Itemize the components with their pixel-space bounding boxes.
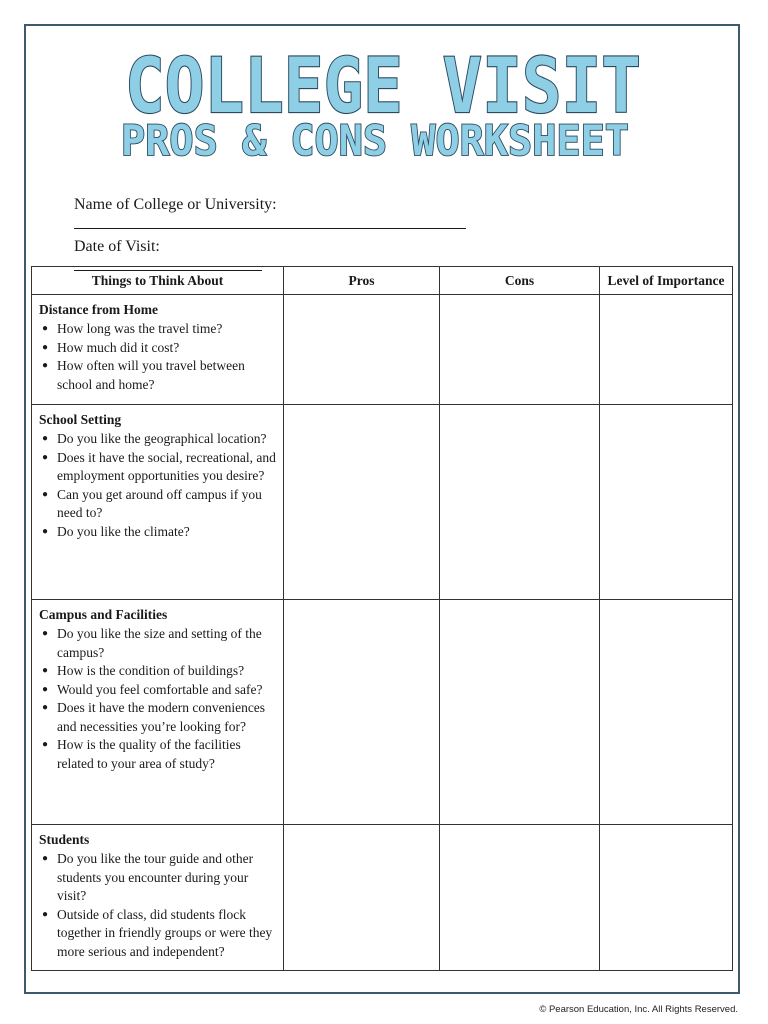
question-text: Does it have the modern conveniences and necessities you’re looking for? <box>57 700 266 734</box>
category-cell <box>32 295 284 405</box>
title-line-2: PROS & CONS WORKSHEET <box>121 116 629 165</box>
table-row <box>32 825 733 971</box>
category-cell <box>32 600 284 825</box>
question-item <box>39 357 277 394</box>
question-text: Would you feel comfortable and safe? <box>57 681 263 697</box>
bullet-icon: ● <box>42 323 49 334</box>
bullet-icon: ● <box>42 628 49 639</box>
cons-cell[interactable] <box>440 825 600 971</box>
header-pros: Pros <box>284 267 440 295</box>
bullet-icon: ● <box>42 525 49 537</box>
question-list <box>39 850 277 961</box>
question-text: How often will you travel between school and home? <box>57 358 245 392</box>
title-line-1: COLLEGE VISIT <box>125 41 641 130</box>
pros-cell[interactable] <box>284 295 440 405</box>
category-title: Students <box>39 832 90 847</box>
category-title: Distance from Home <box>39 302 158 317</box>
importance-cell[interactable] <box>600 405 733 600</box>
bullet-icon: ● <box>42 451 49 463</box>
question-item <box>39 699 277 736</box>
cons-cell[interactable] <box>440 295 600 405</box>
category-title: Campus and Facilities <box>39 607 168 622</box>
pros-cell[interactable] <box>284 405 440 600</box>
question-text: How is the quality of the facilities related to your area of study? <box>57 737 241 771</box>
question-text: Do you like the climate? <box>57 523 190 539</box>
bullet-icon: ● <box>42 433 49 444</box>
question-item <box>39 906 277 962</box>
table-row <box>32 295 733 405</box>
question-item <box>39 486 277 523</box>
bullet-icon: ● <box>42 702 49 713</box>
bullet-icon: ● <box>42 853 49 864</box>
table-row <box>32 405 733 600</box>
question-text: Do you like the geographical location? <box>57 431 267 446</box>
question-list <box>39 625 277 773</box>
question-item <box>39 449 277 486</box>
bullet-icon: ● <box>42 488 49 500</box>
category-title: School Setting <box>39 412 122 427</box>
college-name-label: Name of College or University: <box>74 196 277 213</box>
question-item <box>39 681 277 700</box>
question-text: How much did it cost? <box>57 339 180 355</box>
bullet-icon: ● <box>42 665 49 676</box>
bullet-icon: ● <box>42 341 49 353</box>
question-text: How is the condition of buildings? <box>57 663 245 678</box>
pros-cons-table <box>31 266 733 971</box>
question-list <box>39 430 277 541</box>
question-text: How long was the travel time? <box>57 321 223 336</box>
question-list <box>39 320 277 394</box>
category-cell <box>32 825 284 971</box>
question-text: Can you get around off campus if you need to? <box>57 486 262 520</box>
header-level-of-importance: Level of Importance <box>600 267 733 295</box>
question-item <box>39 430 277 449</box>
pros-cell[interactable] <box>284 600 440 825</box>
question-text: Outside of class, did students flock together in friendly groups or were they more serious and independent? <box>57 906 273 959</box>
visit-date-label: Date of Visit: <box>74 238 160 255</box>
cons-cell[interactable] <box>440 405 600 600</box>
question-item <box>39 662 277 681</box>
importance-cell[interactable] <box>600 825 733 971</box>
question-item <box>39 850 277 906</box>
bullet-icon: ● <box>42 739 49 750</box>
bullet-icon: ● <box>42 683 49 695</box>
category-cell <box>32 405 284 600</box>
question-text: Do you like the size and setting of the campus? <box>57 626 262 660</box>
question-item <box>39 736 277 773</box>
header-things-to-think-about: Things to Think About <box>32 267 284 295</box>
question-item <box>39 625 277 662</box>
worksheet-title <box>118 41 648 166</box>
question-item <box>39 523 277 542</box>
copyright-notice: © Pearson Education, Inc. All Rights Reserved. <box>539 1004 738 1015</box>
importance-cell[interactable] <box>600 295 733 405</box>
bullet-icon: ● <box>42 908 49 920</box>
table-body <box>32 295 733 971</box>
question-text: Do you like the tour guide and other students you encounter during your visit? <box>57 851 254 903</box>
importance-cell[interactable] <box>600 600 733 825</box>
pros-cell[interactable] <box>284 825 440 971</box>
table-row <box>32 600 733 825</box>
header-cons: Cons <box>440 267 600 295</box>
bullet-icon: ● <box>42 360 49 371</box>
cons-cell[interactable] <box>440 600 600 825</box>
table-header-row <box>32 267 733 295</box>
question-item <box>39 339 277 358</box>
question-text: Does it have the social, recreational, and employment opportunities you desire? <box>57 449 276 483</box>
question-item <box>39 320 277 339</box>
